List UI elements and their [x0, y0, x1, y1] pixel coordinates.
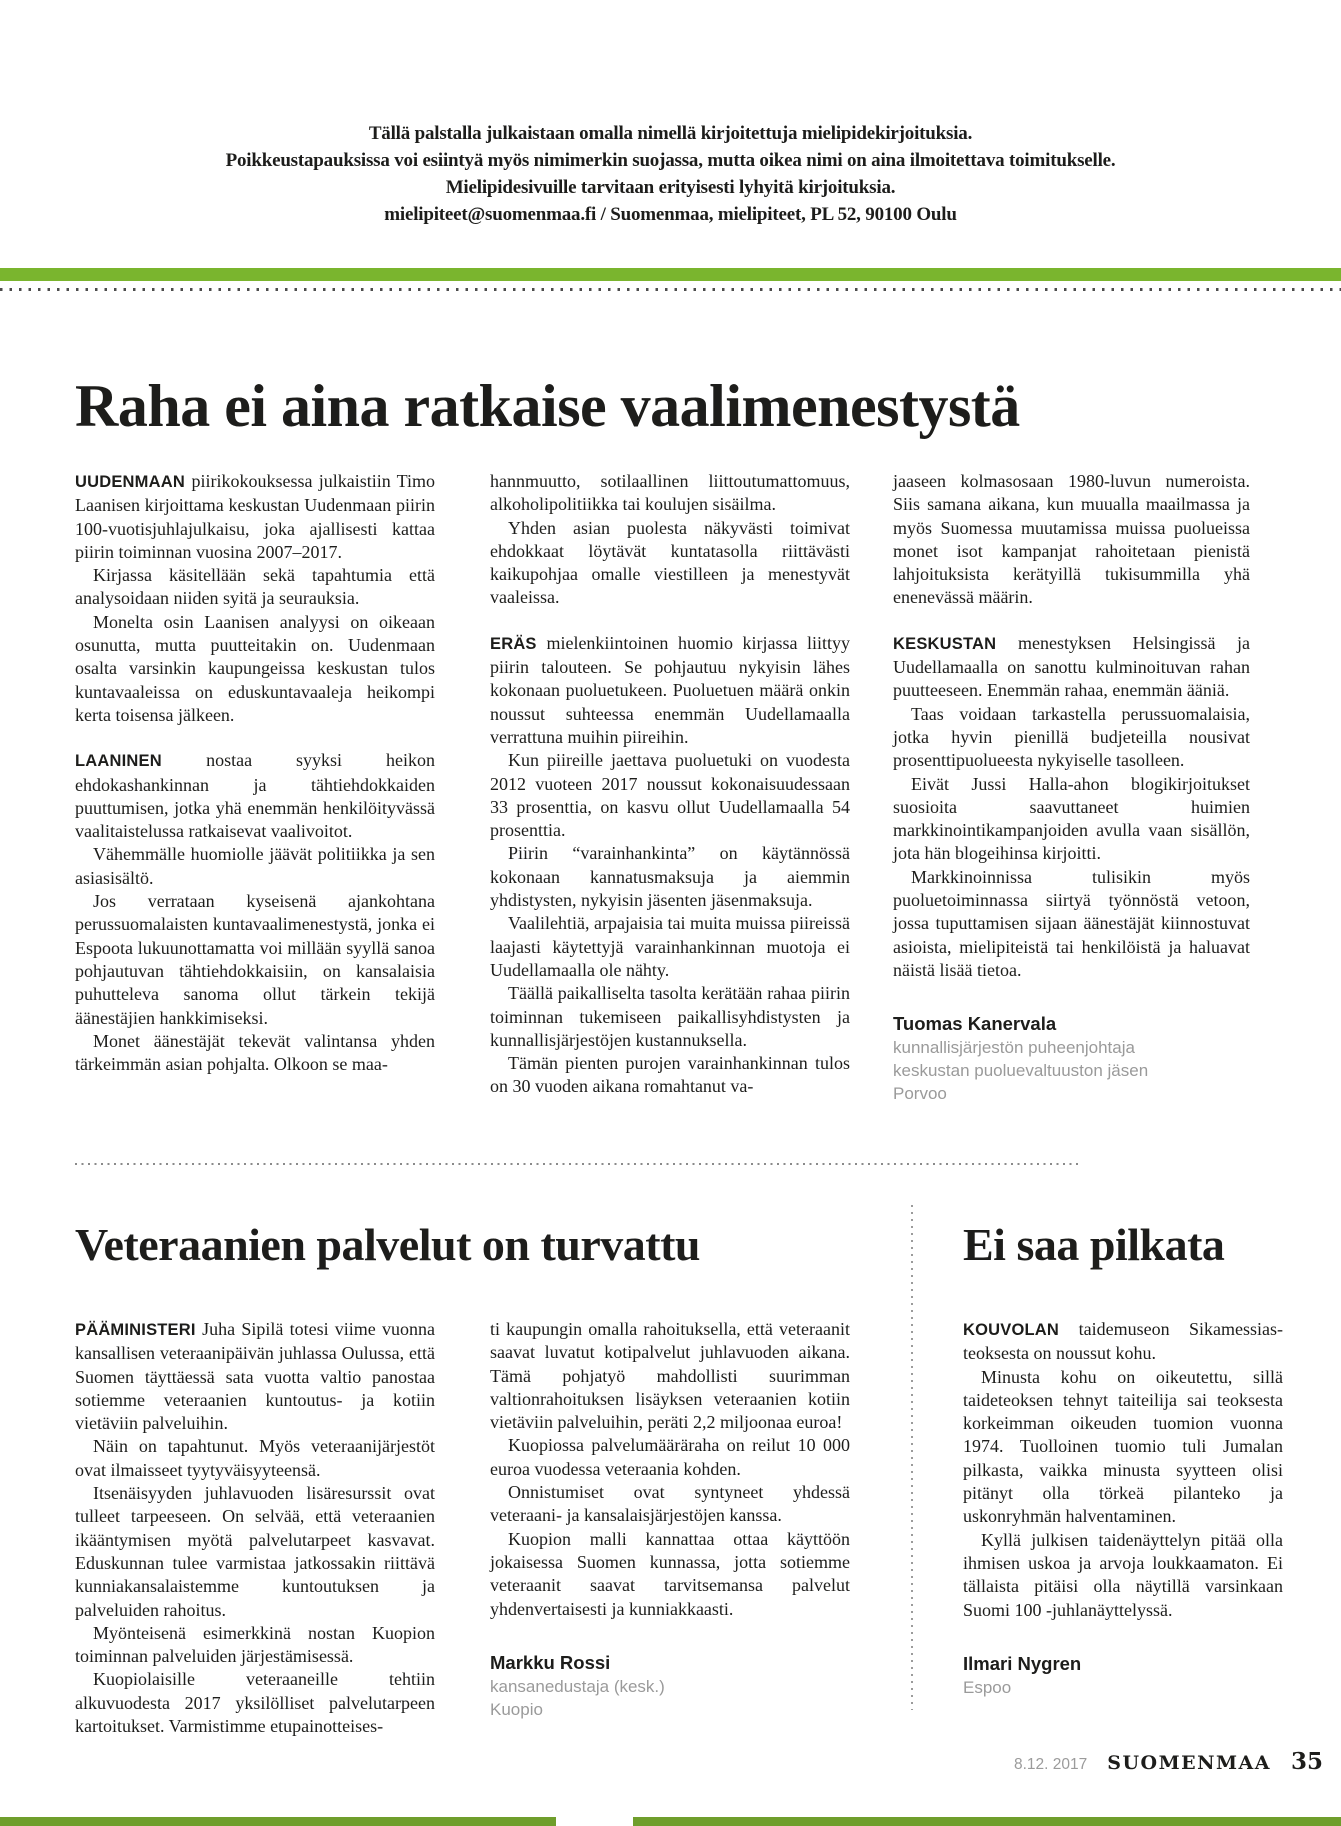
body-paragraph: PÄÄMINISTERI Juha Sipilä totesi viime vuonna kansallisen veteraanipäivän juhlassa Oulussa, että Suomen täyttäessä sata vuotta valtio panostaa sotiemme veteraanien kuntoutus- ja kotiin vietäviin palveluihin.: [75, 1319, 435, 1434]
signature-line: kunnallisjärjestön puheenjohtaja: [893, 1038, 1135, 1058]
masthead-line-2: Poikkeustapauksissa voi esiintyä myös nimimerkin suojassa, mutta oikea nimi on aina ilmoitettava toimitukselle.: [225, 150, 1116, 171]
masthead-line-3: Mielipidesivuille tarvitaan erityisesti lyhyitä kirjoituksia.: [445, 177, 896, 198]
article-3-column-1: [963, 1318, 1283, 1699]
paragraph-lead-word: PÄÄMINISTERI: [75, 1321, 203, 1339]
body-paragraph: ERÄS mielenkiintoinen huomio kirjassa liittyy piirin talouteen. Se pohjautuu nykyisin lähes kokonaan puoluetukeen. Puoluetuen määrä onkin noussut suhteessa enemmän Uudellamaalla verrattuna muihin piireihin.: [490, 632, 850, 747]
body-paragraph: Vaalilehtiä, arpajaisia tai muita muissa piireissä laajasti käytettyjä varainhankinnan muotoja ei Uudellamaalla ole nähty.: [490, 913, 850, 980]
page-edge-strip-right: [633, 1817, 1341, 1826]
article-2-column-1: [75, 1318, 435, 1738]
masthead-line-1: Tällä palstalla julkaistaan omalla nimellä kirjoitettuja mielipidekirjoituksia.: [368, 123, 973, 144]
body-paragraph: Täällä paikalliselta tasolta kerätään rahaa piirin toiminnan tukemiseen paikallisyhdistysten ja kunnallisjärjestöjen kustannuksella.: [490, 983, 850, 1050]
footer-page-number: 35: [1291, 1748, 1324, 1775]
body-paragraph: Onnistumiset ovat syntyneet yhdessä veteraani- ja kansalaisjärjestöjen kanssa.: [490, 1482, 850, 1526]
article-3-headline: Ei saa pilkata: [963, 1219, 1225, 1270]
paragraph-lead-word: UUDENMAAN: [75, 473, 192, 491]
article-1-headline: Raha ei aina ratkaise vaalimenestystä: [75, 373, 1020, 439]
page-edge-strip-left: [0, 1817, 556, 1826]
article-2-column-2: [490, 1318, 850, 1721]
body-paragraph: Vähemmälle huomiolle jäävät politiikka ja sen asiasisältö.: [75, 844, 435, 888]
paragraph-lead-word: LAANINEN: [75, 752, 207, 771]
body-paragraph: ti kaupungin omalla rahoituksella, että veteraanit saavat luvatut kotipalvelut juhlavuoden aikana. Tämä pohjatyö mahdollisti suurimman valtionrahoituksen lisäyksen veteraanien kotiin vietäviin palveluihin, peräti 2,2 miljoonaa euroa!: [490, 1319, 850, 1433]
article-1-signature: [893, 1012, 1250, 1105]
body-paragraph: UUDENMAAN piirikokouksessa julkaistiin Timo Laanisen kirjoittama keskustan Uudenmaan piirin 100-vuotisjuhlajulkaisu, joka ajallisesti kattaa piirin toiminnan vuosina 2007–2017.: [75, 471, 435, 562]
footer-brand: SUOMENMAA: [1107, 1752, 1272, 1774]
body-paragraph: Kun piireille jaettava puoluetuki on vuodesta 2012 vuoteen 2017 noussut kokonaisuudessaan 33 prosenttia, on kasvu ollut Uudellamaalla 54 prosenttia.: [490, 750, 850, 841]
body-paragraph: Piirin “varainhankinta” on käytännössä kokonaan kannatusmaksuja ja aiemmin yhdistysten, nykyisin jäsenten jäsenmaksuja.: [490, 843, 850, 911]
footer-date: 8.12. 2017: [1014, 1756, 1088, 1773]
paragraph-lead-word: KESKUSTAN: [893, 634, 1019, 653]
body-paragraph: Jos verrataan kyseisenä ajankohtana perussuomalaisten kuntavaalimenestystä, jonka ei Espoota lukuunottamatta voi millään syyllä sanoa pohjautuvan tähtiehdokkaisiin, on kansalaisia puhutteleva sanoma ollut tärkein tekijä äänestäjien hankkimiseksi.: [75, 891, 435, 1028]
article-2-headline: Veteraanien palvelut on turvattu: [75, 1219, 701, 1270]
body-paragraph: Tämän pienten purojen varainhankinnan tulos on 30 vuoden aikana romahtanut va-: [490, 1053, 850, 1097]
body-paragraph: Näin on tapahtunut. Myös veteraanijärjestöt ovat ilmaisseet tyytyväisyyteensä.: [75, 1436, 435, 1480]
body-paragraph: Taas voidaan tarkastella perussuomalaisia, jotka hyvin pienillä budjeteilla nousivat prosenttipuolueesta nykyiselle tasolleen.: [893, 703, 1250, 771]
body-paragraph: Kuopiossa palvelumääräraha on reilut 10 000 euroa vuodessa veteraania kohden.: [490, 1435, 850, 1479]
body-paragraph: Monet äänestäjät tekevät valintansa yhden tärkeimmän asian pohjalta. Olkoon se maa-: [75, 1030, 435, 1075]
article-1-column-2: [490, 470, 850, 1099]
body-paragraph: jaaseen kolmasosaan 1980-luvun numeroista. Siis samana aikana, kun muualla maailmassa ja myös Suomessa muutamissa muissa puolueissa monet isot kampanjat rahoitetaan pienistä lahjoituksista kerätyillä tukisummilla yhä enenevässä määrin.: [893, 471, 1250, 608]
body-paragraph: Yhden asian puolesta näkyvästi toimivat ehdokkaat löytävät kuntatasolla riittävästi kaikupohjaa omalle viestilleen ja menestyvät vaaleissa.: [490, 517, 850, 608]
signature-name: Ilmari Nygren: [963, 1652, 1082, 1674]
body-paragraph: Itsenäisyyden juhlavuoden lisäresurssit ovat tulleet tarpeeseen. On selvää, että veteraanien ikääntymisen myötä palvelutarpeet kasvavat. Eduskunnan tulee varmistaa jatkossakin riittävä kunniakansalaistemme kuntoutuksen ja palveluiden rahoitus.: [75, 1483, 435, 1620]
signature-line: Espoo: [963, 1677, 1012, 1697]
dotted-rule-section-divider: [75, 1163, 1080, 1165]
body-paragraph: Kyllä julkisen taidenäyttelyn pitää olla ihmisen uskoa ja arvoja loukkaamaton. Ei tällaista pitäisi olla näytillä varsinkaan Suomi 100 -juhlanäyttelyssä.: [963, 1529, 1283, 1620]
signature-line: Kuopio: [490, 1699, 543, 1719]
article-1-column-1: [75, 470, 435, 1076]
signature-line: kansanedustaja (kesk.): [490, 1676, 665, 1696]
body-paragraph: KOUVOLAN taidemuseon Sikamessias-teoksesta on noussut kohu.: [963, 1319, 1283, 1364]
paragraph-lead-word: KOUVOLAN: [963, 1321, 1079, 1339]
body-paragraph: hannmuutto, sotilaallinen liittoutumattomuus, alkoholipolitiikka tai koulujen sisäilma.: [490, 471, 850, 515]
article-3-signature: [963, 1652, 1283, 1699]
body-paragraph: Monelta osin Laanisen analyysi on oikeaan osunutta, mutta puutteitakin on. Uudenmaan osalta varsinkin kaupungeissa keskustan tulos kuntavaaleissa on eduskuntavaaleja heikompi kerta toisensa jälkeen.: [75, 611, 435, 725]
body-paragraph: Minusta kohu on oikeutettu, sillä taideteoksen tehnyt taiteilija sai teoksesta korkeimman oikeuden tuomion vuonna 1974. Tuolloinen tuomio tuli Jumalan pilkasta, vaikka minusta syytteen olisi pitänyt olla törkeä pilanteko ja uskonryhmän halventaminen.: [963, 1366, 1283, 1527]
body-paragraph: Kuopiolaisille veteraaneille tehtiin alkuvuodesta 2017 yksilölliset palvelutarpeen kartoitukset. Varmistimme etupainotteises-: [75, 1669, 435, 1737]
dotted-rule-top: [0, 288, 1341, 291]
paragraph-lead-word: ERÄS: [490, 634, 547, 653]
body-paragraph: Markkinoinnissa tulisikin myös puoluetoiminnassa siirtyä työnnöstä vetoon, jossa tuputtamisen sijaan äänestäjät kiinnostuvat asioista, mielipiteistä tai henkilöistä ja haluavat näistä lisää tietoa.: [893, 866, 1250, 980]
dotted-rule-vertical-divider: [911, 1205, 913, 1710]
green-accent-bar: [0, 268, 1341, 281]
body-paragraph: Kuopion malli kannattaa ottaa käyttöön jokaisessa Suomen kunnassa, jotta sotiemme veteraanit saavat tarvitsemansa palvelut yhdenvertaisesti ja kunniakkaasti.: [490, 1528, 850, 1619]
body-paragraph: KESKUSTAN menestyksen Helsingissä ja Uudellamaalla on sanottu kulminoituvan rahan puutteeseen. Enemmän rahaa, enemmän ääniä.: [893, 632, 1250, 701]
masthead: [0, 120, 1341, 228]
body-paragraph: LAANINEN nostaa syyksi heikon ehdokashankinnan ja tähtiehdokkaiden puuttumisen, jotka yhä enemmän henkilöityvässä vaalitaistelussa ratkaisevat vaalivoitot.: [75, 750, 435, 842]
body-paragraph: Kirjassa käsitellään sekä tapahtumia että analysoidaan niiden syitä ja seurauksia.: [75, 565, 435, 609]
article-1-column-3: [893, 470, 1250, 1105]
body-paragraph: Myönteisenä esimerkkinä nostan Kuopion toiminnan palveluiden järjestämisessä.: [75, 1622, 435, 1667]
article-2-signature: [490, 1651, 850, 1721]
signature-line: Porvoo: [893, 1084, 947, 1104]
signature-name: Tuomas Kanervala: [893, 1013, 1057, 1035]
body-paragraph: Eivät Jussi Halla-ahon blogikirjoitukset suosioita saavuttaneet huimien markkinointikampanjoiden avulla vaan sisällön, jota hän blogeihinsa kirjoitti.: [893, 773, 1250, 864]
signature-line: keskustan puoluevaltuuston jäsen: [893, 1061, 1149, 1081]
page-footer: [1014, 1748, 1323, 1775]
signature-name: Markku Rossi: [490, 1651, 611, 1673]
masthead-line-4: mielipiteet@suomenmaa.fi / Suomenmaa, mielipiteet, PL 52, 90100 Oulu: [384, 204, 957, 225]
